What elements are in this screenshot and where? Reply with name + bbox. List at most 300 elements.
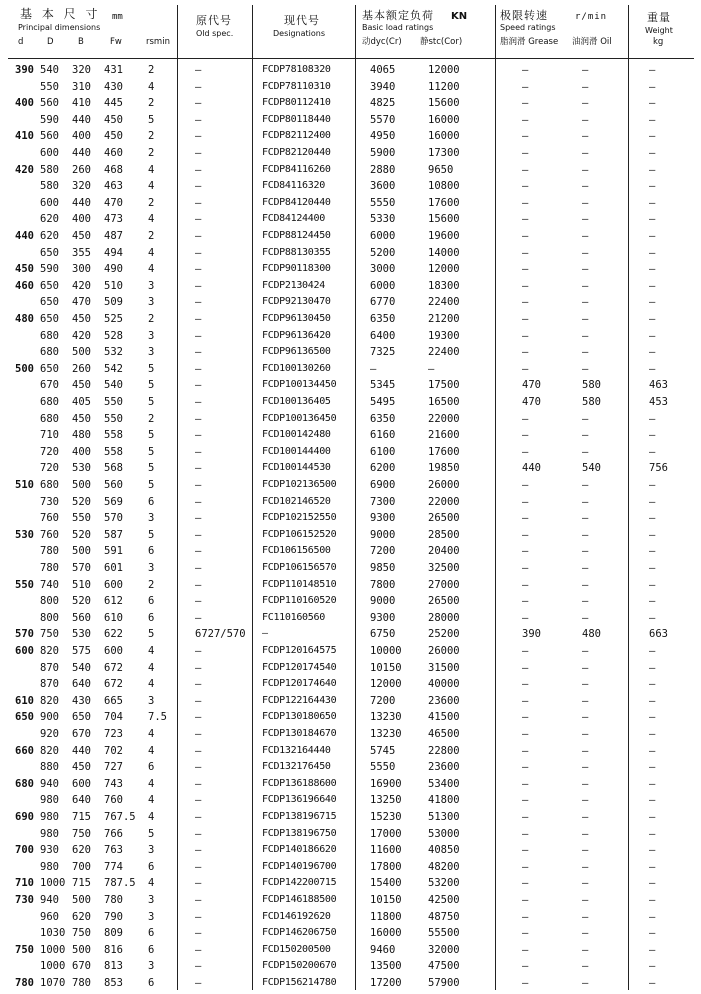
speed-grease-cell: – xyxy=(522,694,529,707)
dynamic-load-cr-cell: 17200 xyxy=(370,977,402,989)
rsmin-cell: 5 xyxy=(148,462,155,475)
dynamic-load-cr-cell: 9850 xyxy=(370,562,396,574)
width-B-cell: 520 xyxy=(72,495,91,508)
dynamic-load-cr-cell: 9000 xyxy=(370,595,396,608)
speed-oil-cell: – xyxy=(582,894,589,906)
width-B-cell: 500 xyxy=(72,943,91,956)
table-row xyxy=(0,925,701,942)
rsmin-cell: 4 xyxy=(148,744,155,757)
width-B-cell: 450 xyxy=(72,379,91,392)
rsmin-cell: 4 xyxy=(148,180,155,193)
header-rule xyxy=(8,58,694,59)
speed-oil-cell: – xyxy=(582,263,589,276)
dynamic-load-cr-cell: – xyxy=(370,362,377,375)
dynamic-load-cr-cell: 9000 xyxy=(370,528,396,541)
static-load-cor-cell: 17600 xyxy=(428,445,460,458)
speed-grease-cell: – xyxy=(522,728,529,740)
width-B-cell: 300 xyxy=(72,263,91,276)
bore-d-cell: 450 xyxy=(15,263,34,276)
designation-cell: FCD100144400 xyxy=(262,445,331,457)
static-load-cor-cell: 11200 xyxy=(428,80,460,93)
weight-cell: – xyxy=(649,844,656,857)
raceway-Fw-cell: 813 xyxy=(104,960,123,973)
dynamic-load-cr-cell: 4825 xyxy=(370,97,396,110)
designation-cell: FCDP146206750 xyxy=(262,927,337,939)
weight-cell: – xyxy=(649,147,656,159)
raceway-Fw-cell: 743 xyxy=(104,777,123,790)
speed-grease-cell: – xyxy=(522,180,529,193)
table-row xyxy=(0,626,701,643)
speed-grease-cell: – xyxy=(522,512,529,525)
old-spec-cell: – xyxy=(195,279,202,292)
outer-D-cell: 780 xyxy=(40,562,59,574)
outer-D-cell: 980 xyxy=(40,794,59,807)
designation-cell: FCD150200500 xyxy=(262,943,331,955)
dimensions-title: 基 本 尺 寸 xyxy=(20,7,101,21)
speed-oil-cell: – xyxy=(582,279,589,292)
weight-cell: – xyxy=(649,113,656,126)
static-load-cor-cell: 42500 xyxy=(428,894,460,906)
table-row xyxy=(0,792,701,809)
width-B-cell: 480 xyxy=(72,429,91,442)
weight-cell: – xyxy=(649,528,656,541)
old-spec-cell: – xyxy=(195,960,202,973)
old-spec-cell: – xyxy=(195,943,202,956)
table-row xyxy=(0,427,701,444)
width-B-cell: 715 xyxy=(72,877,91,890)
table-row xyxy=(0,527,701,544)
designation-cell: FCDP110160520 xyxy=(262,595,337,607)
raceway-Fw-cell: 587 xyxy=(104,528,123,541)
outer-D-cell: 1070 xyxy=(40,977,66,989)
width-B-cell: 310 xyxy=(72,80,91,93)
bore-d-cell: 440 xyxy=(15,230,34,242)
raceway-Fw-cell: 591 xyxy=(104,545,123,558)
raceway-Fw-cell: 760 xyxy=(104,794,123,807)
speed-grease-cell: – xyxy=(522,645,529,657)
speed-grease-cell: – xyxy=(522,230,529,242)
outer-D-cell: 580 xyxy=(40,163,59,176)
dynamic-load-cr-cell: 5345 xyxy=(370,379,396,392)
old-spec-cell: – xyxy=(195,130,202,143)
designation-cell: FCDP130184670 xyxy=(262,728,337,739)
weight-cell: – xyxy=(649,578,656,591)
bore-d-cell: 750 xyxy=(15,943,34,956)
static-load-cor-cell: 53400 xyxy=(428,777,460,790)
speed-grease-cell: 470 xyxy=(522,379,541,392)
designation-cell: FCD102146520 xyxy=(262,495,331,507)
weight-cell: – xyxy=(649,794,656,807)
old-spec-cell: – xyxy=(195,877,202,890)
width-B-cell: 400 xyxy=(72,130,91,143)
rsmin-cell: 2 xyxy=(148,412,155,425)
outer-D-cell: 710 xyxy=(40,429,59,442)
bore-d-cell: 480 xyxy=(15,313,34,325)
old-spec-cell: – xyxy=(195,445,202,458)
dynamic-load-cr-cell: 6350 xyxy=(370,412,396,425)
old-spec-title: 原代号 xyxy=(196,14,232,27)
bore-d-cell: 780 xyxy=(15,977,34,989)
raceway-Fw-cell: 540 xyxy=(104,379,123,392)
raceway-Fw-cell: 787.5 xyxy=(104,877,136,890)
table-header xyxy=(0,0,701,60)
designation-cell: FCD132176450 xyxy=(262,761,331,773)
raceway-Fw-cell: 600 xyxy=(104,578,123,591)
weight-cell: – xyxy=(649,894,656,906)
speed-grease-cell: 390 xyxy=(522,628,541,641)
width-B-cell: 620 xyxy=(72,844,91,857)
designation-cell: FCDP120164575 xyxy=(262,645,337,656)
designation-cell: FCDP78108320 xyxy=(262,64,331,75)
table-row xyxy=(0,195,701,212)
static-load-cor-cell: 55500 xyxy=(428,927,460,940)
weight-cell: – xyxy=(649,329,656,342)
table-row xyxy=(0,743,701,760)
rsmin-cell: 2 xyxy=(148,64,155,76)
table-row xyxy=(0,494,701,511)
old-spec-cell: – xyxy=(195,113,202,126)
old-spec-cell: – xyxy=(195,246,202,259)
dynamic-load-cr-cell: 10150 xyxy=(370,661,402,674)
dynamic-load-cr-cell: 2880 xyxy=(370,163,396,176)
static-load-cor-cell: 16000 xyxy=(428,113,460,126)
load-ratings-title: 基本额定负荷 xyxy=(362,9,434,22)
dynamic-load-cr-cell: 6200 xyxy=(370,462,396,475)
designation-title: 现代号 xyxy=(284,14,320,27)
speed-grease-cell: – xyxy=(522,927,529,940)
static-load-cor-cell: 53200 xyxy=(428,877,460,890)
dynamic-load-cr-cell: 5330 xyxy=(370,213,396,226)
outer-D-cell: 720 xyxy=(40,462,59,475)
weight-cell: – xyxy=(649,246,656,259)
speed-oil-cell: 580 xyxy=(582,396,601,408)
speed-grease-cell: – xyxy=(522,196,529,209)
bore-d-cell: 510 xyxy=(15,479,34,491)
designation-cell: FCDP106156570 xyxy=(262,562,337,573)
speed-oil-cell: – xyxy=(582,927,589,940)
designation-cell: FCDP156214780 xyxy=(262,977,337,988)
speed-oil-cell: – xyxy=(582,495,589,508)
rsmin-cell: 3 xyxy=(148,910,155,923)
speed-grease-cell: – xyxy=(522,943,529,956)
static-load-cor-cell: 26000 xyxy=(428,645,460,657)
width-B-cell: 320 xyxy=(72,180,91,193)
width-B-cell: 570 xyxy=(72,562,91,574)
table-row xyxy=(0,377,701,394)
rsmin-cell: 4 xyxy=(148,246,155,259)
designation-cell: FCDP130180650 xyxy=(262,711,337,723)
header-B: B xyxy=(78,37,84,47)
width-B-cell: 450 xyxy=(72,761,91,774)
speed-oil-cell: – xyxy=(582,64,589,76)
speed-grease-cell: – xyxy=(522,811,529,823)
speed-grease-cell: – xyxy=(522,479,529,491)
static-load-cor-cell: 22000 xyxy=(428,495,460,508)
weight-unit: kg xyxy=(653,37,664,47)
weight-cell: – xyxy=(649,678,656,691)
outer-D-cell: 870 xyxy=(40,678,59,691)
dynamic-load-cr-cell: 11800 xyxy=(370,910,402,923)
raceway-Fw-cell: 473 xyxy=(104,213,123,226)
dynamic-load-cr-cell: 5550 xyxy=(370,761,396,774)
designation-cell: FCD100136405 xyxy=(262,396,331,407)
width-B-cell: 320 xyxy=(72,64,91,76)
old-spec-cell: – xyxy=(195,97,202,110)
speed-oil-cell: 480 xyxy=(582,628,601,641)
outer-D-cell: 620 xyxy=(40,213,59,226)
speed-oil-cell: – xyxy=(582,230,589,242)
rsmin-cell: 3 xyxy=(148,329,155,342)
speed-grease-cell: – xyxy=(522,429,529,442)
rsmin-cell: 5 xyxy=(148,479,155,491)
dynamic-load-cr-cell: 7300 xyxy=(370,495,396,508)
speed-grease-cell: – xyxy=(522,263,529,276)
table-row xyxy=(0,693,701,710)
raceway-Fw-cell: 550 xyxy=(104,396,123,408)
designation-cell: FCDP84116260 xyxy=(262,163,331,175)
table-row xyxy=(0,610,701,627)
old-spec-subtitle: Old spec. xyxy=(196,29,234,38)
designation-cell: FCDP82120440 xyxy=(262,147,331,158)
static-load-cor-cell: 16500 xyxy=(428,396,460,408)
weight-title: 重量 xyxy=(647,11,671,24)
speed-oil-cell: – xyxy=(582,412,589,425)
speed-oil-cell: – xyxy=(582,943,589,956)
dynamic-load-cr-cell: 6000 xyxy=(370,230,396,242)
width-B-cell: 750 xyxy=(72,927,91,940)
speed-grease-cell: – xyxy=(522,711,529,724)
table-row xyxy=(0,344,701,361)
raceway-Fw-cell: 704 xyxy=(104,711,123,724)
speed-grease-cell: – xyxy=(522,329,529,342)
dynamic-load-cr-cell: 5900 xyxy=(370,147,396,159)
bore-d-cell: 730 xyxy=(15,894,34,906)
speed-oil-cell: – xyxy=(582,163,589,176)
width-B-cell: 715 xyxy=(72,811,91,823)
static-load-cor-cell: 26000 xyxy=(428,479,460,491)
table-row xyxy=(0,759,701,776)
weight-cell: – xyxy=(649,313,656,325)
bore-d-cell: 680 xyxy=(15,777,34,790)
weight-cell: – xyxy=(649,611,656,624)
speed-grease-cell: – xyxy=(522,80,529,93)
width-B-cell: 420 xyxy=(72,279,91,292)
speed-oil-cell: – xyxy=(582,429,589,442)
static-load-cor-cell: 17500 xyxy=(428,379,460,392)
width-B-cell: 670 xyxy=(72,960,91,973)
width-B-cell: 500 xyxy=(72,479,91,491)
designation-cell: FCDP80118440 xyxy=(262,113,331,125)
speed-oil-cell: – xyxy=(582,528,589,541)
weight-cell: – xyxy=(649,777,656,790)
weight-cell: – xyxy=(649,661,656,674)
outer-D-cell: 680 xyxy=(40,412,59,425)
dynamic-load-cr-cell: 3000 xyxy=(370,263,396,276)
old-spec-cell: – xyxy=(195,661,202,674)
static-load-cor-cell: 23600 xyxy=(428,694,460,707)
weight-cell: 756 xyxy=(649,462,668,475)
designation-cell: FCD84116320 xyxy=(262,180,325,192)
outer-D-cell: 870 xyxy=(40,661,59,674)
speed-grease-cell: – xyxy=(522,562,529,574)
old-spec-cell: – xyxy=(195,479,202,491)
speed-oil-cell: 580 xyxy=(582,379,601,392)
old-spec-cell: – xyxy=(195,329,202,342)
designation-cell: FCDP80112410 xyxy=(262,97,331,109)
dynamic-load-cr-cell: 5200 xyxy=(370,246,396,259)
designation-cell: FCDP92130470 xyxy=(262,296,331,308)
speed-oil-cell: – xyxy=(582,130,589,143)
outer-D-cell: 590 xyxy=(40,113,59,126)
designation-cell: FCDP122164430 xyxy=(262,694,337,706)
static-load-cor-cell: 48200 xyxy=(428,860,460,873)
designation-cell: FCDP136196640 xyxy=(262,794,337,806)
old-spec-cell: – xyxy=(195,728,202,740)
static-load-cor-cell: 28500 xyxy=(428,528,460,541)
weight-cell: – xyxy=(649,711,656,724)
rsmin-cell: 6 xyxy=(148,977,155,989)
width-B-cell: 560 xyxy=(72,611,91,624)
bore-d-cell: 610 xyxy=(15,694,34,707)
weight-cell: – xyxy=(649,512,656,525)
table-row xyxy=(0,128,701,145)
bore-d-cell: 570 xyxy=(15,628,34,641)
dynamic-load-cr-cell: 5745 xyxy=(370,744,396,757)
static-load-cor-cell: 22400 xyxy=(428,346,460,359)
outer-D-cell: 650 xyxy=(40,279,59,292)
speed-grease-cell: – xyxy=(522,97,529,110)
weight-cell: – xyxy=(649,429,656,442)
bore-d-cell: 690 xyxy=(15,811,34,823)
dynamic-load-cr-cell: 5570 xyxy=(370,113,396,126)
dynamic-load-cr-cell: 9300 xyxy=(370,512,396,525)
speed-grease-cell: – xyxy=(522,844,529,857)
header-oil: 油润滑 Oil xyxy=(572,37,612,47)
rsmin-cell: 5 xyxy=(148,528,155,541)
table-row xyxy=(0,958,701,975)
static-load-cor-cell: 19600 xyxy=(428,230,460,242)
outer-D-cell: 960 xyxy=(40,910,59,923)
speed-oil-cell: – xyxy=(582,960,589,973)
raceway-Fw-cell: 665 xyxy=(104,694,123,707)
designation-cell: FCD146192620 xyxy=(262,910,331,922)
speed-oil-cell: – xyxy=(582,694,589,707)
rsmin-cell: 6 xyxy=(148,943,155,956)
table-row xyxy=(0,776,701,793)
width-B-cell: 500 xyxy=(72,346,91,359)
designation-cell: FCDP78110310 xyxy=(262,80,331,92)
speed-oil-cell: – xyxy=(582,761,589,774)
raceway-Fw-cell: 780 xyxy=(104,894,123,906)
bore-d-cell: 390 xyxy=(15,64,34,76)
rsmin-cell: 5 xyxy=(148,113,155,126)
speed-ratings-unit: r/min xyxy=(575,12,608,22)
outer-D-cell: 1000 xyxy=(40,877,66,890)
table-row xyxy=(0,311,701,328)
width-B-cell: 450 xyxy=(72,230,91,242)
weight-cell: – xyxy=(649,213,656,226)
raceway-Fw-cell: 430 xyxy=(104,80,123,93)
old-spec-cell: – xyxy=(195,844,202,857)
raceway-Fw-cell: 767.5 xyxy=(104,811,136,823)
speed-grease-cell: – xyxy=(522,412,529,425)
table-row xyxy=(0,79,701,96)
designation-cell: FCDP140186620 xyxy=(262,844,337,856)
raceway-Fw-cell: 431 xyxy=(104,64,123,76)
table-row xyxy=(0,328,701,345)
raceway-Fw-cell: 766 xyxy=(104,827,123,840)
static-load-cor-cell: 15600 xyxy=(428,213,460,226)
old-spec-cell: – xyxy=(195,263,202,276)
outer-D-cell: 650 xyxy=(40,362,59,375)
outer-D-cell: 650 xyxy=(40,313,59,325)
weight-cell: – xyxy=(649,412,656,425)
weight-cell: – xyxy=(649,296,656,309)
bore-d-cell: 530 xyxy=(15,528,34,541)
rsmin-cell: 4 xyxy=(148,163,155,176)
speed-grease-cell: – xyxy=(522,545,529,558)
speed-ratings-subtitle: Speed ratings xyxy=(500,23,556,32)
speed-oil-cell: – xyxy=(582,196,589,209)
dynamic-load-cr-cell: 9460 xyxy=(370,943,396,956)
bore-d-cell: 420 xyxy=(15,163,34,176)
dynamic-load-cr-cell: 7200 xyxy=(370,545,396,558)
bore-d-cell: 400 xyxy=(15,97,34,110)
designation-cell: FCDP138196750 xyxy=(262,827,337,839)
outer-D-cell: 760 xyxy=(40,528,59,541)
static-load-cor-cell: 9650 xyxy=(428,163,454,176)
raceway-Fw-cell: 809 xyxy=(104,927,123,940)
dynamic-load-cr-cell: 15230 xyxy=(370,811,402,823)
static-load-cor-cell: 40000 xyxy=(428,678,460,691)
dynamic-load-cr-cell: 5550 xyxy=(370,196,396,209)
speed-grease-cell: – xyxy=(522,147,529,159)
rsmin-cell: 2 xyxy=(148,313,155,325)
designation-cell: FCDP100136450 xyxy=(262,412,337,424)
dynamic-load-cr-cell: 13250 xyxy=(370,794,402,807)
static-load-cor-cell: 12000 xyxy=(428,64,460,76)
rsmin-cell: 6 xyxy=(148,545,155,558)
dynamic-load-cr-cell: 7325 xyxy=(370,346,396,359)
designation-cell: FCD84124400 xyxy=(262,213,325,225)
table-row xyxy=(0,361,701,378)
raceway-Fw-cell: 450 xyxy=(104,130,123,143)
speed-oil-cell: – xyxy=(582,877,589,890)
raceway-Fw-cell: 723 xyxy=(104,728,123,740)
speed-grease-cell: – xyxy=(522,346,529,359)
outer-D-cell: 1030 xyxy=(40,927,66,940)
width-B-cell: 450 xyxy=(72,313,91,325)
dynamic-load-cr-cell: 10000 xyxy=(370,645,402,657)
table-row xyxy=(0,145,701,162)
speed-oil-cell: – xyxy=(582,977,589,989)
designation-cell: FCDP120174640 xyxy=(262,678,337,690)
static-load-cor-cell: 48750 xyxy=(428,910,460,923)
weight-cell: – xyxy=(649,279,656,292)
table-row xyxy=(0,809,701,826)
old-spec-cell: – xyxy=(195,512,202,525)
rsmin-cell: 6 xyxy=(148,595,155,608)
speed-grease-cell: 440 xyxy=(522,462,541,475)
header-d: d xyxy=(18,37,24,47)
outer-D-cell: 780 xyxy=(40,545,59,558)
static-load-cor-cell: 53000 xyxy=(428,827,460,840)
dynamic-load-cr-cell: 16000 xyxy=(370,927,402,940)
header-cr: 动dyc(Cr) xyxy=(362,37,402,47)
speed-grease-cell: – xyxy=(522,495,529,508)
dynamic-load-cr-cell: 16900 xyxy=(370,777,402,790)
speed-grease-cell: – xyxy=(522,977,529,989)
